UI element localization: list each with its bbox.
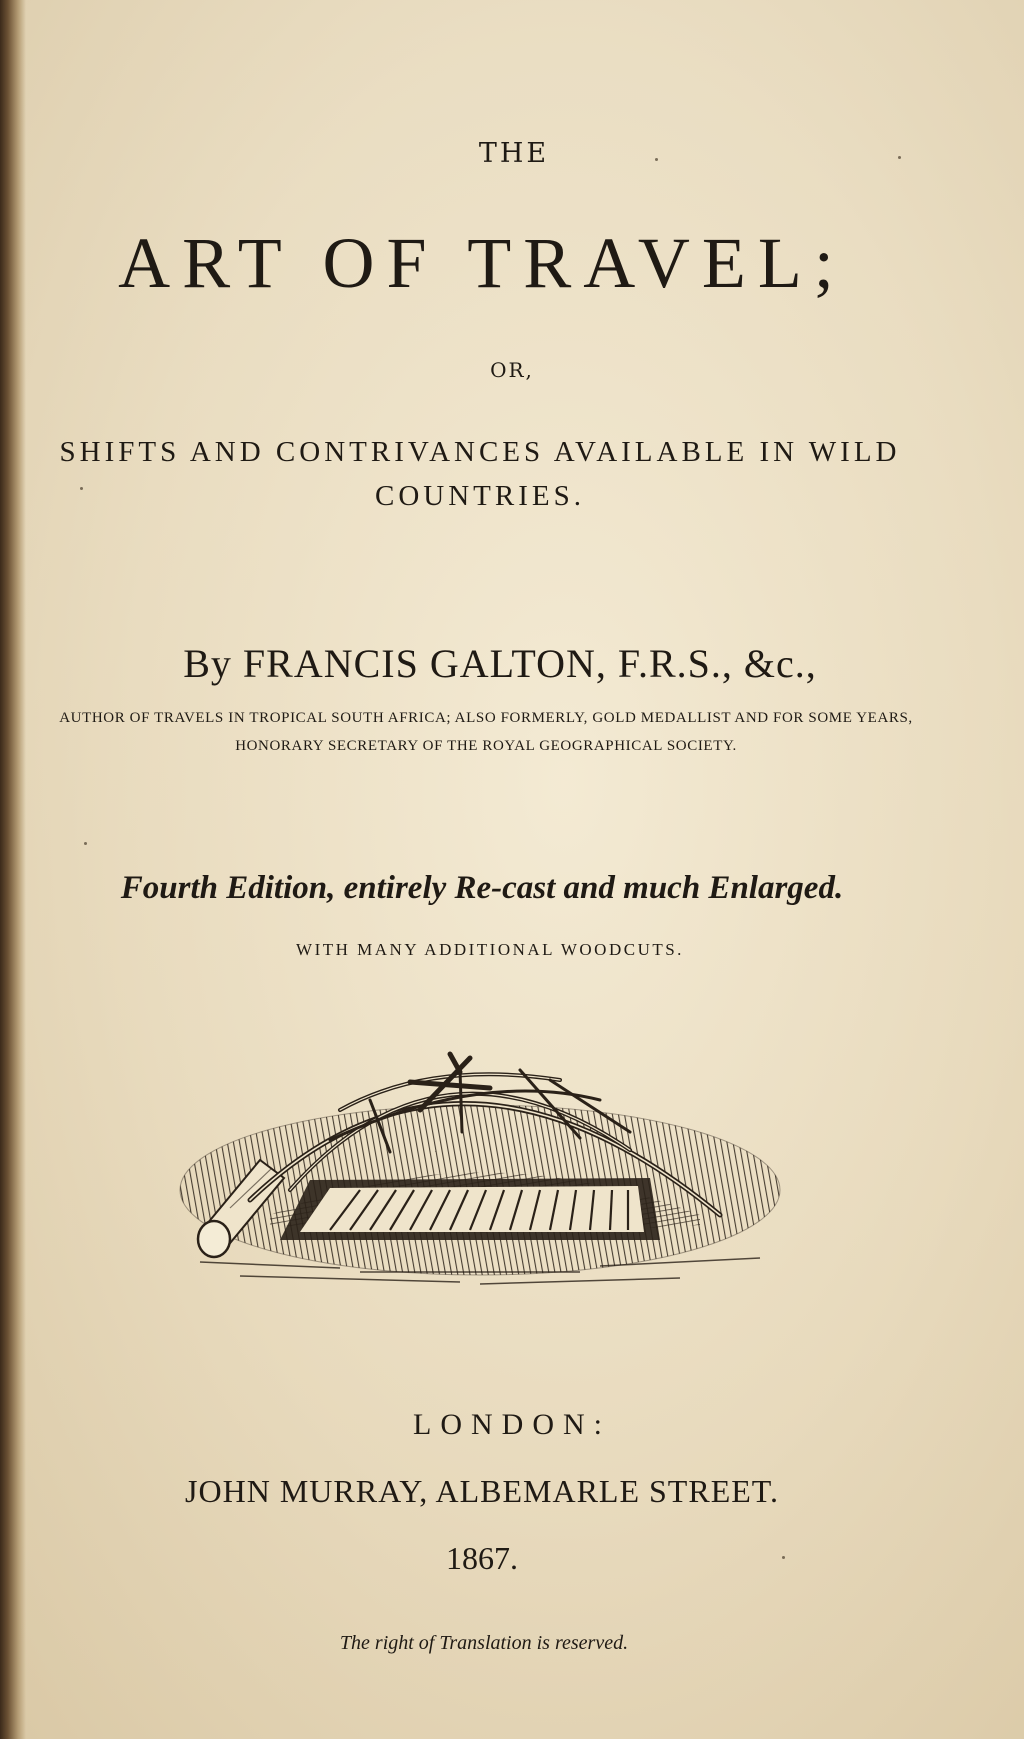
woodcuts-note: WITH MANY ADDITIONAL WOODCUTS.	[296, 940, 684, 959]
title-conjunction: OR,	[490, 358, 534, 382]
rights-notice: The right of Translation is reserved.	[339, 1632, 629, 1654]
bivouac-tent-frame-woodcut-icon	[160, 1040, 800, 1300]
author-description: AUTHOR OF TRAVELS IN TROPICAL SOUTH AFRICA; ALSO FORMERLY, GOLD MEDALLIST AND FOR SOME YEARS, HONORARY SECRETARY OF THE ROYAL GEOGRAPHICAL SOCIETY.	[59, 710, 913, 754]
book-subtitle: SHIFTS AND CONTRIVANCES AVAILABLE IN WILD COUNTRIES.	[59, 436, 901, 512]
edition-statement: Fourth Edition, entirely Re-cast and much Enlarged.	[120, 870, 844, 906]
author-line: By FRANCIS GALTON, F.R.S., &c.,	[183, 641, 817, 686]
imprint-city: LONDON:	[413, 1408, 611, 1441]
book-title: ART OF TRAVEL;	[118, 223, 846, 303]
publication-year: 1867.	[446, 1540, 518, 1576]
title-article: THE	[478, 138, 550, 169]
paper-speck	[84, 842, 87, 845]
publisher-line: JOHN MURRAY, ALBEMARLE STREET.	[185, 1473, 779, 1509]
